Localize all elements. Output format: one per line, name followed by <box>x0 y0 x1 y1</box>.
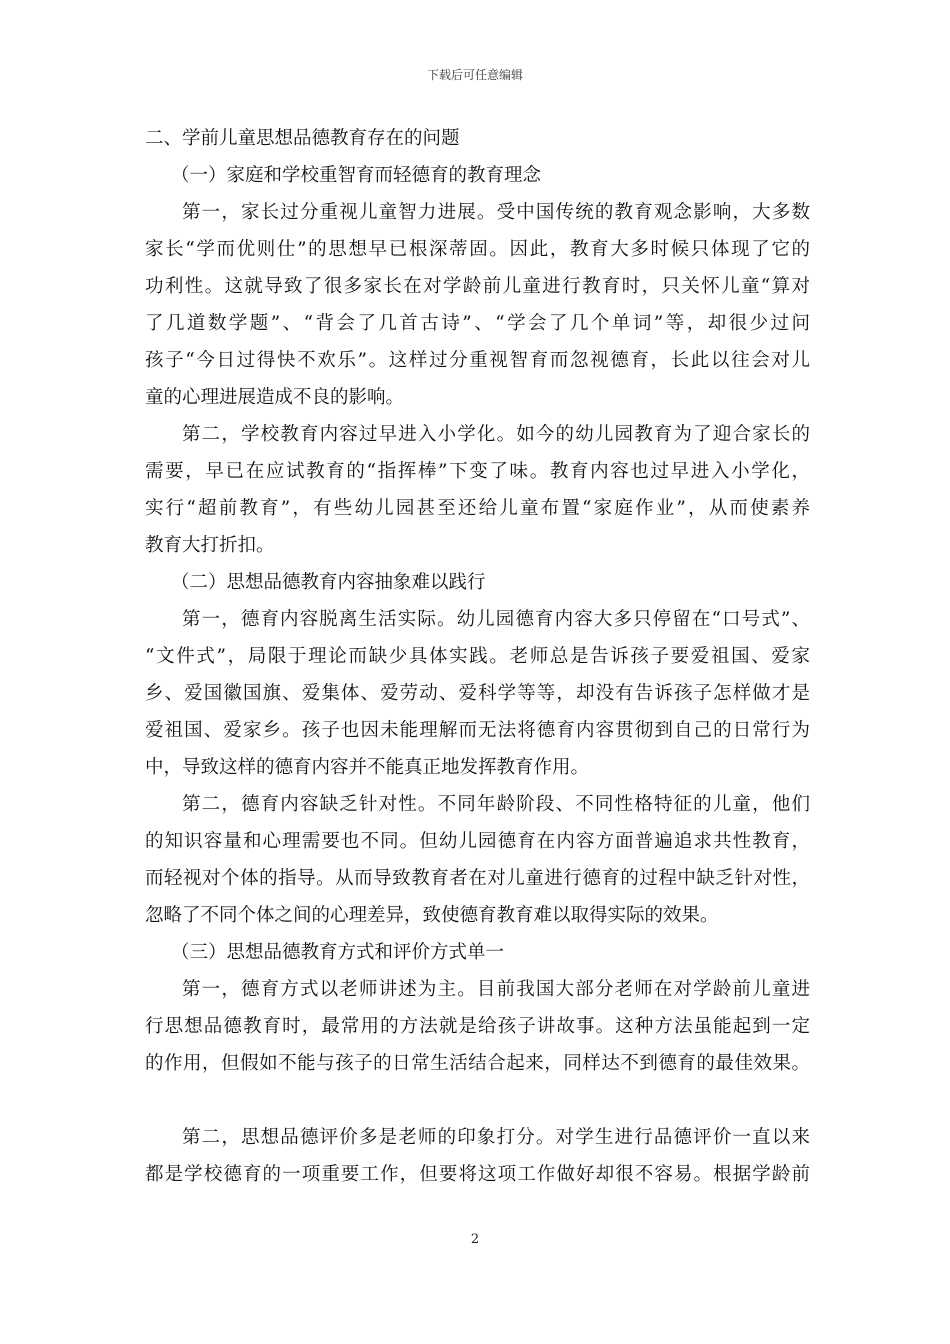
text-line: 而轻视对个体的指导。从而导致教育者在对儿童进行德育的过程中缺乏针对性， <box>145 868 810 889</box>
text-line: 第一，德育方式以老师讲述为主。目前我国大部分老师在对学龄前儿童进 <box>182 979 810 1000</box>
text-line: （三）思想品德教育方式和评价方式单一 <box>171 942 505 963</box>
text-line: 第二，德育内容缺乏针对性。不同年龄阶段、不同性格特征的儿童，他们 <box>182 794 810 815</box>
text-line: 了几道数学题”、“背会了几首古诗”、“学会了几个单词”等，却很少过问 <box>145 313 810 334</box>
blank-line <box>145 1082 810 1119</box>
page-number: 2 <box>470 1232 480 1247</box>
text-line: 教育大打折扣。 <box>145 535 275 556</box>
text-line: 孩子“今日过得快不欢乐”。这样过分重视智育而忽视德育，长此以往会对儿 <box>145 350 810 371</box>
text-line: 都是学校德育的一项重要工作，但要将这项工作做好却很不容易。根据学龄前 <box>145 1164 810 1185</box>
text-line: 第二，学校教育内容过早进入小学化。如今的幼儿园教育为了迎合家长的 <box>182 424 810 445</box>
text-line: 童的心理进展造成不良的影响。 <box>145 387 405 408</box>
text-line: 乡、爱国徽国旗、爱集体、爱劳动、爱科学等等，却没有告诉孩子怎样做才是 <box>145 683 810 704</box>
text-line: 二、学前儿童思想品德教育存在的问题 <box>145 128 460 149</box>
text-line: 需要，早已在应试教育的“指挥棒”下变了味。教育内容也过早进入小学化， <box>145 461 810 482</box>
text-line: 实行“超前教育”，有些幼儿园甚至还给儿童布置“家庭作业”，从而使素养 <box>145 498 810 519</box>
text-line: 家长“学而优则仕”的思想早已根深蒂固。因此，教育大多时候只体现了它的 <box>145 239 810 260</box>
text-line: （二）思想品德教育内容抽象难以践行 <box>171 572 486 593</box>
text-line: 行思想品德教育时，最常用的方法就是给孩子讲故事。这种方法虽能起到一定 <box>145 1016 810 1037</box>
text-line: 爱祖国、爱家乡。孩子也因未能理解而无法将德育内容贯彻到自己的日常行为 <box>145 720 810 741</box>
text-line: 忽略了不同个体之间的心理差异，致使德育教育难以取得实际的效果。 <box>145 905 719 926</box>
text-line: （一）家庭和学校重智育而轻德育的教育理念 <box>171 165 542 186</box>
text-line: 中，导致这样的德育内容并不能真正地发挥教育作用。 <box>145 757 590 778</box>
text-line: 的知识容量和心理需要也不同。但幼儿园德育在内容方面普遍追求共性教育， <box>145 831 810 852</box>
text-line: 功利性。这就导致了很多家长在对学龄前儿童进行教育时，只关怀儿童“算对 <box>145 276 810 297</box>
text-line: 第一，德育内容脱离生活实际。幼儿园德育内容大多只停留在“口号式”、 <box>182 609 810 630</box>
page-header: 下载后可任意编辑 <box>426 68 523 82</box>
text-line: 第二，思想品德评价多是老师的印象打分。对学生进行品德评价一直以来 <box>182 1127 810 1148</box>
document-body <box>145 120 810 1193</box>
text-line: 的作用，但假如不能与孩子的日常生活结合起来，同样达不到德育的最佳效果。 <box>145 1053 810 1074</box>
text-line: “文件式”，局限于理论而缺少具体实践。老师总是告诉孩子要爱祖国、爱家 <box>145 646 810 667</box>
text-line: 第一，家长过分重视儿童智力进展。受中国传统的教育观念影响，大多数 <box>182 202 810 223</box>
